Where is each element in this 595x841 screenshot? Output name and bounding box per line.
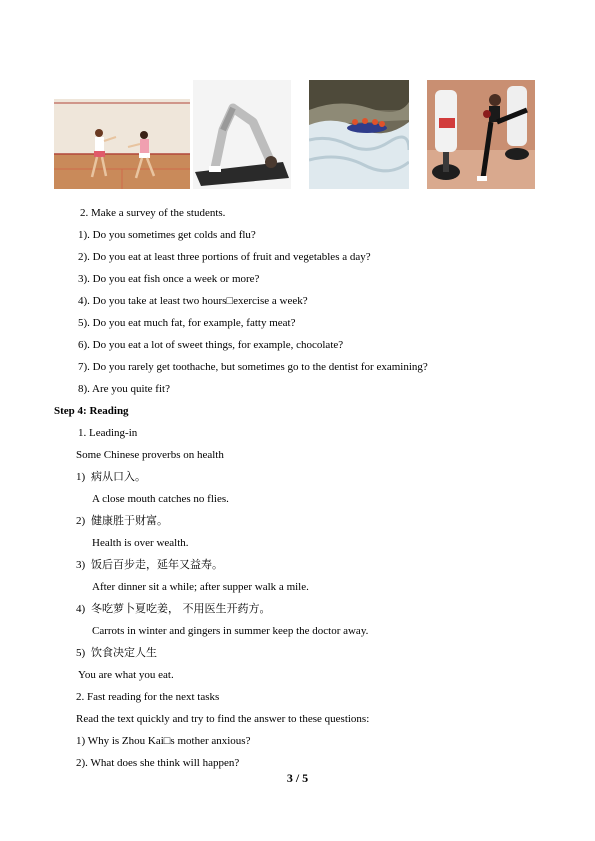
survey-question: 7). Do you rarely get toothache, but sometimes go to the dentist for examining?: [78, 361, 428, 373]
reading-question: 1) Why is Zhou Kai□s mother anxious?: [76, 735, 251, 747]
proverb-english: After dinner sit a while; after supper walk a mile.: [92, 581, 309, 593]
kickboxing-bag-photo: [427, 80, 535, 189]
instruction: Read the text quickly and try to find the answer to these questions:: [76, 713, 370, 725]
proverbs-intro: Some Chinese proverbs on health: [76, 449, 224, 461]
survey-question: 6). Do you eat a lot of sweet things, for example, chocolate?: [78, 339, 344, 351]
proverb-chinese: 饮食决定人生: [91, 646, 157, 659]
proverb-chinese: 饭后百步走，延年又益寿。: [91, 558, 223, 571]
survey-question: 3). Do you eat fish once a week or more?: [78, 273, 260, 285]
survey-question: 1). Do you sometimes get colds and flu?: [78, 229, 256, 241]
reading-question: 2). What does she think will happen?: [76, 757, 240, 769]
squash-players-photo: [54, 99, 190, 189]
proverb-english: You are what you eat.: [78, 669, 174, 681]
proverb-number: 3): [76, 559, 86, 571]
proverb-chinese: 冬吃萝卜夏吃姜， 不用医生开药方。: [91, 602, 271, 615]
section-heading: Step 4: Reading: [54, 405, 129, 417]
white-water-rafting-photo: [309, 80, 409, 189]
proverb-number: 4): [76, 603, 86, 615]
page-number: 3 / 5: [286, 771, 309, 785]
survey-question: 8). Are you quite fit?: [78, 383, 170, 395]
survey-question: 4). Do you take at least two hours□exercise a week?: [78, 295, 308, 307]
proverb-chinese: 病从口入。: [91, 470, 146, 483]
proverb-english: Health is over wealth.: [92, 537, 189, 549]
subheading: 1. Leading-in: [78, 427, 138, 439]
subheading: 2. Fast reading for the next tasks: [76, 691, 220, 703]
survey-heading: 2. Make a survey of the students.: [80, 207, 226, 219]
proverb-number: 5): [76, 647, 86, 659]
proverb-chinese: 健康胜于财富。: [91, 514, 168, 527]
yoga-bridge-pose-photo: [193, 80, 291, 189]
proverb-number: 2): [76, 515, 86, 527]
survey-question: 2). Do you eat at least three portions of fruit and vegetables a day?: [78, 251, 371, 263]
proverb-english: Carrots in winter and gingers in summer keep the doctor away.: [92, 625, 369, 637]
proverb-number: 1): [76, 471, 86, 483]
survey-question: 5). Do you eat much fat, for example, fatty meat?: [78, 317, 296, 329]
proverb-english: A close mouth catches no flies.: [92, 493, 229, 505]
